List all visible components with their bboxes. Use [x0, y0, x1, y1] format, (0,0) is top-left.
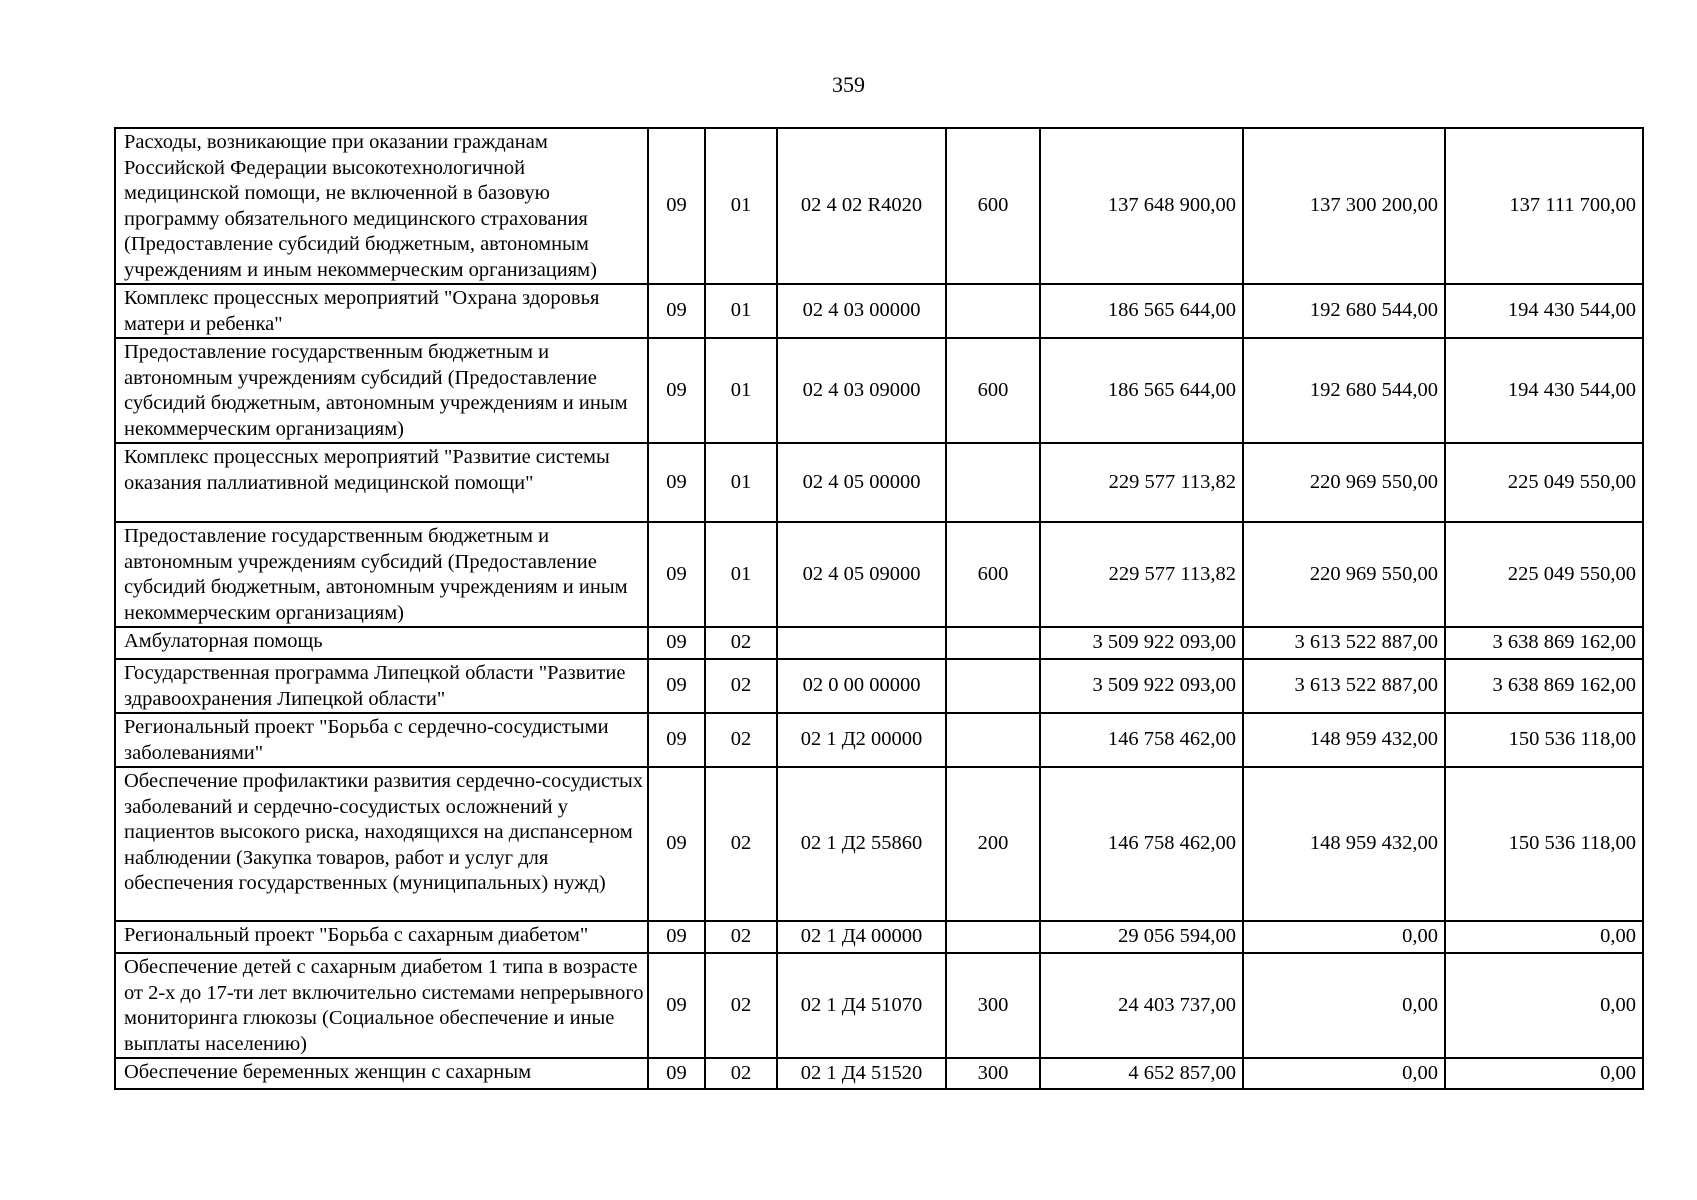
- budget-table: [114, 127, 1644, 1090]
- amount-year3-cell: 150 536 118,00: [1445, 767, 1643, 921]
- subsection-code-cell: 01: [705, 284, 777, 338]
- row-name-cell: Расходы, возникающие при оказании гражданам Российской Федерации высокотехнологичной медицинской помощи, не включенной в базовую программу обязательного медицинского страхования (Предоставление субсидий бюджетным, автономным учреждениям и иным некоммерческим организациям): [115, 128, 648, 284]
- amount-year2-cell: 0,00: [1243, 921, 1445, 953]
- amount-year2-cell: 148 959 432,00: [1243, 767, 1445, 921]
- amount-year2-cell: 0,00: [1243, 1058, 1445, 1089]
- amount-year3-cell: 150 536 118,00: [1445, 713, 1643, 767]
- target-article-cell: 02 0 00 00000: [777, 659, 946, 713]
- amount-year1-cell: 186 565 644,00: [1040, 284, 1243, 338]
- section-code-cell: 09: [648, 767, 705, 921]
- amount-year1-cell: 146 758 462,00: [1040, 767, 1243, 921]
- subsection-code-cell: 01: [705, 338, 777, 443]
- table-row: [115, 522, 1643, 627]
- amount-year2-cell: 192 680 544,00: [1243, 284, 1445, 338]
- subsection-code-cell: 02: [705, 767, 777, 921]
- target-article-cell: 02 4 03 00000: [777, 284, 946, 338]
- amount-year3-cell: 3 638 869 162,00: [1445, 659, 1643, 713]
- table-row: [115, 284, 1643, 338]
- amount-year1-cell: 29 056 594,00: [1040, 921, 1243, 953]
- expense-type-cell: 300: [946, 1058, 1040, 1089]
- table-row: [115, 921, 1643, 953]
- expense-type-cell: 600: [946, 522, 1040, 627]
- table-row: [115, 627, 1643, 659]
- subsection-code-cell: 02: [705, 953, 777, 1058]
- section-code-cell: 09: [648, 921, 705, 953]
- row-name-cell: Комплекс процессных мероприятий "Охрана здоровья матери и ребенка": [115, 284, 648, 338]
- amount-year3-cell: 3 638 869 162,00: [1445, 627, 1643, 659]
- row-name-cell: Региональный проект "Борьба с сердечно-сосудистыми заболеваниями": [115, 713, 648, 767]
- amount-year3-cell: 225 049 550,00: [1445, 443, 1643, 522]
- row-name-cell: Обеспечение профилактики развития сердечно-сосудистых заболеваний и сердечно-сосудистых осложнений у пациентов высокого риска, находящихся на диспансерном наблюдении (Закупка товаров, работ и услуг для обеспечения государственных (муниципальных) нужд): [115, 767, 648, 921]
- section-code-cell: 09: [648, 1058, 705, 1089]
- amount-year1-cell: 4 652 857,00: [1040, 1058, 1243, 1089]
- amount-year2-cell: 192 680 544,00: [1243, 338, 1445, 443]
- section-code-cell: 09: [648, 953, 705, 1058]
- amount-year2-cell: 3 613 522 887,00: [1243, 627, 1445, 659]
- amount-year1-cell: 24 403 737,00: [1040, 953, 1243, 1058]
- amount-year1-cell: 229 577 113,82: [1040, 522, 1243, 627]
- section-code-cell: 09: [648, 338, 705, 443]
- section-code-cell: 09: [648, 627, 705, 659]
- row-name-cell: Предоставление государственным бюджетным и автономным учреждениям субсидий (Предоставление субсидий бюджетным, автономным учреждениям и иным некоммерческим организациям): [115, 522, 648, 627]
- amount-year1-cell: 137 648 900,00: [1040, 128, 1243, 284]
- subsection-code-cell: 02: [705, 1058, 777, 1089]
- table-row: [115, 953, 1643, 1058]
- amount-year2-cell: 220 969 550,00: [1243, 522, 1445, 627]
- subsection-code-cell: 01: [705, 128, 777, 284]
- expense-type-cell: 200: [946, 767, 1040, 921]
- expense-type-cell: [946, 627, 1040, 659]
- expense-type-cell: [946, 443, 1040, 522]
- expense-type-cell: [946, 713, 1040, 767]
- row-name-cell: Обеспечение детей с сахарным диабетом 1 типа в возрасте от 2-х до 17-ти лет включительно системами непрерывного мониторинга глюкозы (Социальное обеспечение и иные выплаты населению): [115, 953, 648, 1058]
- amount-year2-cell: 148 959 432,00: [1243, 713, 1445, 767]
- row-name-cell: Предоставление государственным бюджетным и автономным учреждениям субсидий (Предоставление субсидий бюджетным, автономным учреждениям и иным некоммерческим организациям): [115, 338, 648, 443]
- target-article-cell: 02 1 Д4 51520: [777, 1058, 946, 1089]
- amount-year1-cell: 3 509 922 093,00: [1040, 627, 1243, 659]
- amount-year1-cell: 186 565 644,00: [1040, 338, 1243, 443]
- subsection-code-cell: 01: [705, 522, 777, 627]
- expense-type-cell: [946, 659, 1040, 713]
- amount-year3-cell: 0,00: [1445, 953, 1643, 1058]
- table-row: [115, 1058, 1643, 1089]
- amount-year3-cell: 194 430 544,00: [1445, 284, 1643, 338]
- table-row: [115, 128, 1643, 284]
- subsection-code-cell: 01: [705, 443, 777, 522]
- section-code-cell: 09: [648, 522, 705, 627]
- section-code-cell: 09: [648, 128, 705, 284]
- amount-year2-cell: 3 613 522 887,00: [1243, 659, 1445, 713]
- expense-type-cell: 300: [946, 953, 1040, 1058]
- target-article-cell: 02 1 Д2 55860: [777, 767, 946, 921]
- amount-year2-cell: 0,00: [1243, 953, 1445, 1058]
- subsection-code-cell: 02: [705, 627, 777, 659]
- table-row: [115, 338, 1643, 443]
- subsection-code-cell: 02: [705, 713, 777, 767]
- target-article-cell: 02 4 03 09000: [777, 338, 946, 443]
- target-article-cell: 02 4 05 09000: [777, 522, 946, 627]
- expense-type-cell: 600: [946, 338, 1040, 443]
- amount-year1-cell: 229 577 113,82: [1040, 443, 1243, 522]
- section-code-cell: 09: [648, 659, 705, 713]
- section-code-cell: 09: [648, 443, 705, 522]
- row-name-cell: Государственная программа Липецкой области "Развитие здравоохранения Липецкой области": [115, 659, 648, 713]
- target-article-cell: 02 4 05 00000: [777, 443, 946, 522]
- table-row: [115, 713, 1643, 767]
- amount-year1-cell: 3 509 922 093,00: [1040, 659, 1243, 713]
- amount-year3-cell: 225 049 550,00: [1445, 522, 1643, 627]
- expense-type-cell: [946, 284, 1040, 338]
- target-article-cell: [777, 627, 946, 659]
- expense-type-cell: [946, 921, 1040, 953]
- subsection-code-cell: 02: [705, 659, 777, 713]
- amount-year1-cell: 146 758 462,00: [1040, 713, 1243, 767]
- row-name-cell: Амбулаторная помощь: [115, 627, 648, 659]
- section-code-cell: 09: [648, 713, 705, 767]
- target-article-cell: 02 1 Д2 00000: [777, 713, 946, 767]
- amount-year2-cell: 220 969 550,00: [1243, 443, 1445, 522]
- subsection-code-cell: 02: [705, 921, 777, 953]
- budget-table-body: [115, 128, 1643, 1089]
- target-article-cell: 02 1 Д4 51070: [777, 953, 946, 1058]
- target-article-cell: 02 1 Д4 00000: [777, 921, 946, 953]
- amount-year3-cell: 0,00: [1445, 921, 1643, 953]
- page-number: 359: [832, 72, 865, 97]
- amount-year3-cell: 137 111 700,00: [1445, 128, 1643, 284]
- section-code-cell: 09: [648, 284, 705, 338]
- row-name-cell: Комплекс процессных мероприятий "Развитие системы оказания паллиативной медицинской помощи": [115, 443, 648, 522]
- amount-year3-cell: 0,00: [1445, 1058, 1643, 1089]
- target-article-cell: 02 4 02 R4020: [777, 128, 946, 284]
- expense-type-cell: 600: [946, 128, 1040, 284]
- amount-year2-cell: 137 300 200,00: [1243, 128, 1445, 284]
- row-name-cell: Региональный проект "Борьба с сахарным диабетом": [115, 921, 648, 953]
- table-row: [115, 659, 1643, 713]
- table-row: [115, 443, 1643, 522]
- amount-year3-cell: 194 430 544,00: [1445, 338, 1643, 443]
- row-name-cell: Обеспечение беременных женщин с сахарным: [115, 1058, 648, 1089]
- table-row: [115, 767, 1643, 921]
